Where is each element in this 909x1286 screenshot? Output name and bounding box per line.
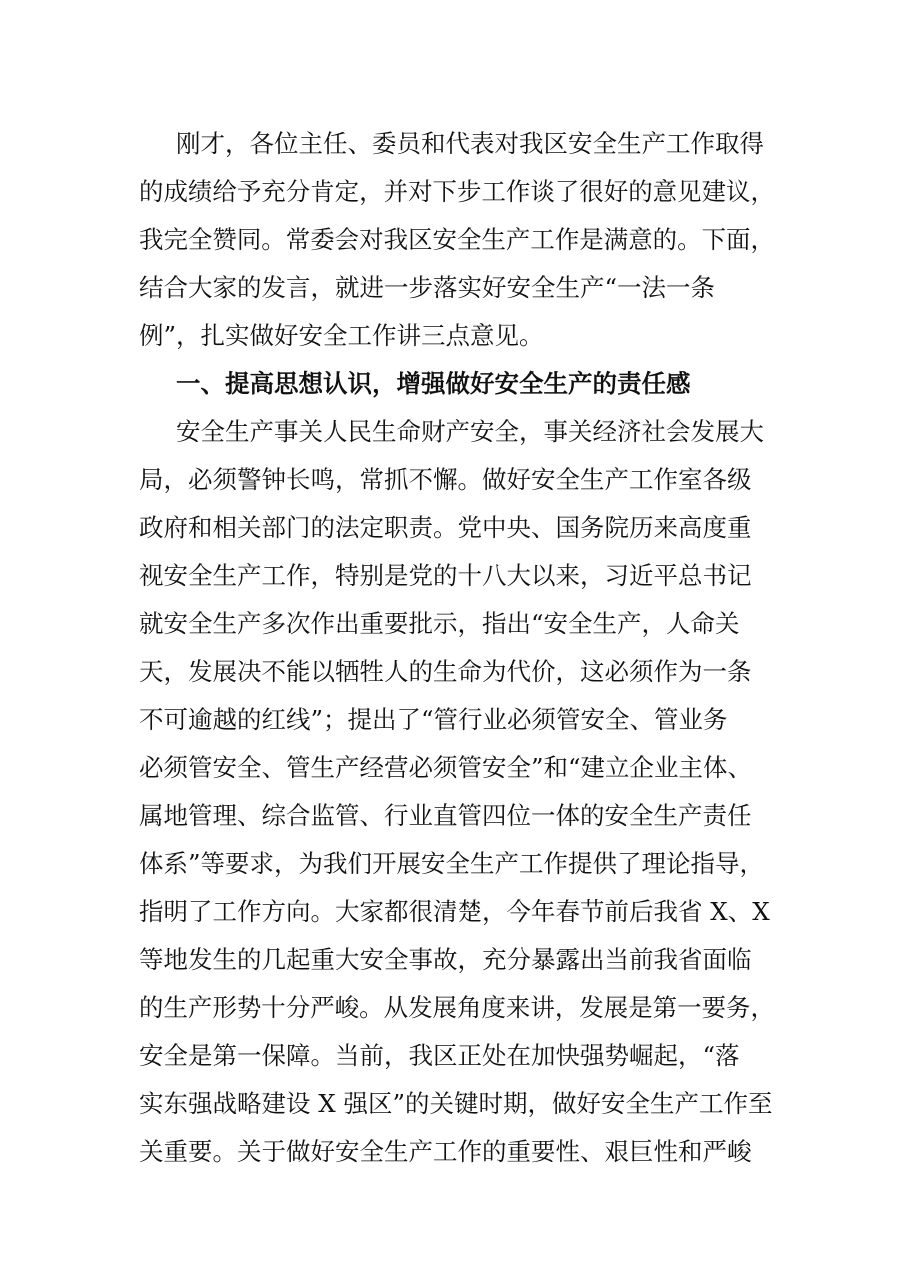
paragraph-2-line-12: 等地发生的几起重大安全事故，充分暴露出当前我省面临 [139, 945, 752, 974]
paragraph-2-line-6: 天，发展决不能以牺牲人的生命为代价，这必须作为一条 [139, 657, 752, 686]
paragraph-1-line-2: 的成绩给予充分肯定，并对下步工作谈了很好的意见建议， [139, 177, 775, 206]
paragraph-2-line-2: 局，必须警钟长鸣，常抓不懈。做好安全生产工作室各级 [139, 465, 752, 494]
paragraph-1-line-1: 刚才，各位主任、委员和代表对我区安全生产工作取得 [176, 129, 764, 158]
paragraph-2-line-8: 必须管安全、管生产经营必须管安全”和“建立企业主体、 [139, 753, 753, 782]
paragraph-2-line-16: 关重要。关于做好安全生产工作的重要性、艰巨性和严峻 [139, 1137, 752, 1166]
paragraph-2-line-9: 属地管理、综合监管、行业直管四位一体的安全生产责任 [139, 801, 752, 830]
paragraph-2-line-4: 视安全生产工作，特别是党的十八大以来，习近平总书记 [139, 561, 752, 590]
paragraph-2-line-15: 实东强战略建设 X 强区”的关键时期，做好安全生产工作至 [139, 1089, 773, 1118]
paragraph-2-line-11: 指明了工作方向。大家都很清楚，今年春节前后我省 X、X [139, 897, 770, 926]
paragraph-2-line-14: 安全是第一保障。当前，我区正处在加快强势崛起，“落 [139, 1041, 740, 1070]
paragraph-2-line-10: 体系”等要求，为我们开展安全生产工作提供了理论指导， [139, 849, 765, 878]
paragraph-2-line-1: 安全生产事关人民生命财产安全，事关经济社会发展大 [176, 417, 764, 446]
paragraph-1-line-5: 例”，扎实做好安全工作讲三点意见。 [139, 321, 544, 350]
paragraph-2-line-7: 不可逾越的红线”；提出了“管行业必须管安全、管业务 [139, 705, 728, 734]
section-heading-1: 一、提高思想认识，增强做好安全生产的责任感 [176, 369, 691, 398]
paragraph-1-line-4: 结合大家的发言，就进一步落实好安全生产“一法一条 [139, 273, 716, 302]
paragraph-2-line-13: 的生产形势十分严峻。从发展角度来讲，发展是第一要务， [139, 993, 775, 1022]
paragraph-2-line-3: 政府和相关部门的法定职责。党中央、国务院历来高度重 [139, 513, 752, 542]
paragraph-2-line-5: 就安全生产多次作出重要批示，指出“安全生产，人命关 [139, 609, 740, 638]
paragraph-1-line-3: 我完全赞同。常委会对我区安全生产工作是满意的。下面， [139, 225, 775, 254]
